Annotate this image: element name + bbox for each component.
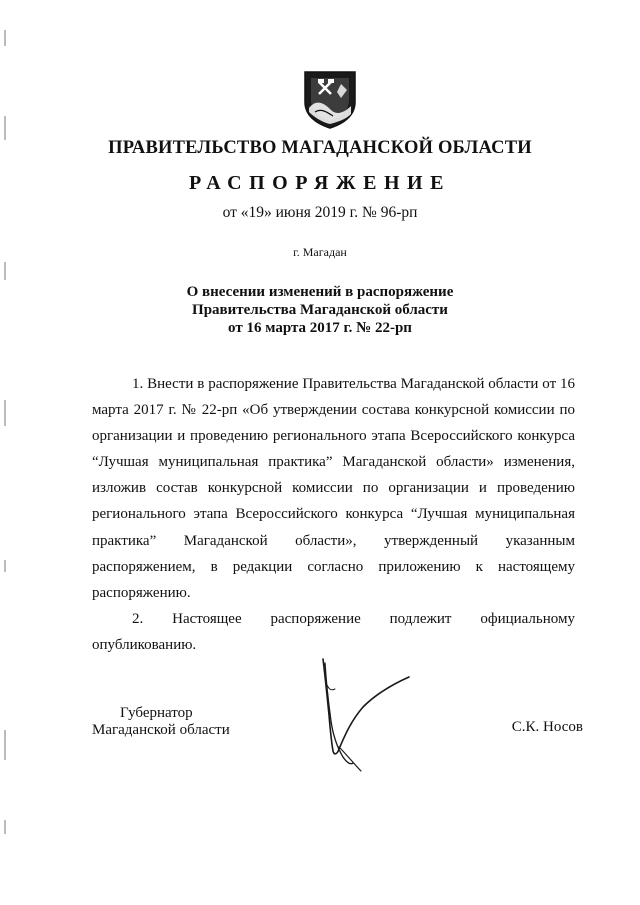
city: г. Магадан xyxy=(293,245,347,259)
title-line: О внесении изменений в распоряжение xyxy=(186,284,454,300)
date-number: от «19» июня 2019 г. № 96-рп xyxy=(222,204,418,221)
paragraph-2: 2. Настоящее распоряжение подлежит официальному опубликованию. xyxy=(92,610,575,653)
document-body xyxy=(92,371,575,658)
coat-of-arms-icon xyxy=(301,68,359,130)
position-line: Магаданской области xyxy=(92,722,230,738)
signatory-name: С.К. Носов xyxy=(511,719,583,735)
scan-margin-marks xyxy=(2,0,10,905)
document-title xyxy=(0,283,640,337)
signatory-position xyxy=(92,705,230,739)
government-title: ПРАВИТЕЛЬСТВО МАГАДАНСКОЙ ОБЛАСТИ xyxy=(108,138,532,158)
paragraph-1: 1. Внести в распоряжение Правительства Магаданской области от 16 марта 2017 г. № 22-рп «Об утверждении состава конкурсной комиссии по организации и проведению регионального этапа Всероссийского конкурса “Лучшая муниципальная практика” Магаданской области» изменения, изложив состав конкурсной комиссии по организации и проведению регионального этапа Всероссийского конкурса “Лучшая муниципальная практика” Магаданской области», утвержденный указанным распоряжением, в редакции согласно приложению к настоящему распоряжению. xyxy=(92,376,575,601)
position-line: Губернатор xyxy=(120,705,193,721)
document-type: РАСПОРЯЖЕНИЕ xyxy=(189,172,451,194)
handwritten-signature xyxy=(315,655,425,775)
title-line: от 16 марта 2017 г. № 22-рп xyxy=(228,320,412,336)
title-line: Правительства Магаданской области xyxy=(192,302,448,318)
